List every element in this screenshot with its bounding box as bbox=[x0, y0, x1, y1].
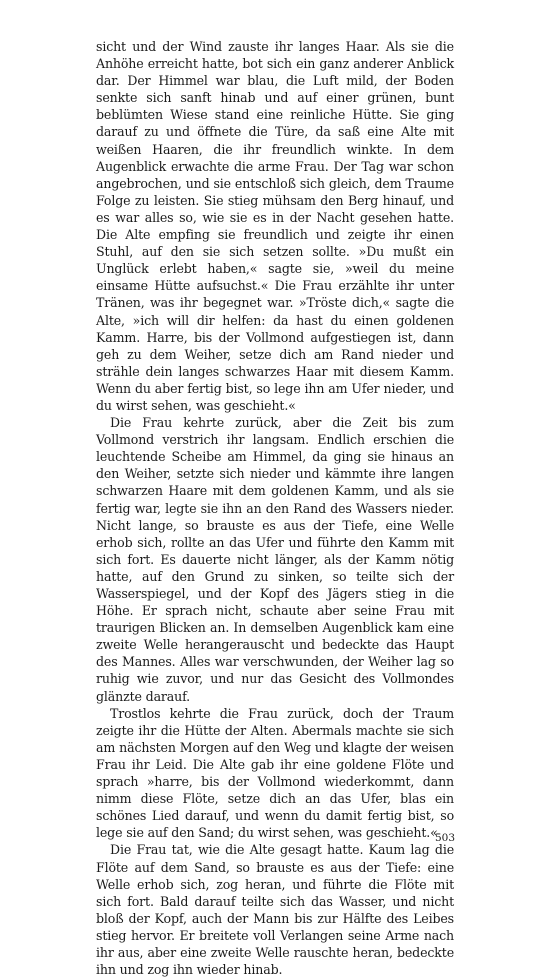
paragraph-1: sicht und der Wind zauste ihr langes Haar. Als sie die Anhöhe erreicht hatte, bot sich ein ganz anderer Anblick dar. Der Himmel war blau, die Luft mild, der Boden senkte sich sanft hinab und auf einer grünen, bunt beblümten Wiese stand eine reinliche Hütte. Sie ging darauf zu und öffnete die Türe, da saß eine Alte mit weißen Haaren, die ihr freundlich winkte. In dem Augenblick erwachte die arme Frau. Der Tag war schon angebrochen, und sie entschloß sich gleich, dem Traume Folge zu leisten. Sie stieg mühsam den Berg hinauf, und es war alles so, wie sie es in der Nacht gesehen hatte. Die Alte empfing sie freundlich und zeigte ihr einen Stuhl, auf den sie sich setzen sollte. »Du mußt ein Unglück erlebt haben,« sagte sie, »weil du meine einsame Hütte aufsuchst.« Die Frau erzählte ihr unter Tränen, was ihr begegnet war. »Tröste dich,« sagte die Alte, »ich will dir helfen: da hast du einen goldenen Kamm. Harre, bis der Vollmond aufgestiegen ist, dann geh zu dem Weiher, setze dich am Rand nieder und strähle dein langes schwarzes Haar mit diesem Kamm. Wenn du aber fertig bist, so lege ihn am Ufer nieder, und du wirst sehen, was geschieht.« bbox=[96, 39, 454, 413]
page-number: 503 bbox=[434, 832, 455, 844]
paragraph-2: Die Frau kehrte zurück, aber die Zeit bis zum Vollmond verstrich ihr langsam. Endlich erschien die leuchtende Scheibe am Himmel, da ging sie hinaus an den Weiher, setzte sich nieder und kämmte ihre langen schwarzen Haare mit dem goldenen Kamm, und als sie fertig war, legte sie ihn an den Rand des Wassers nieder. Nicht lange, so brauste es aus der Tiefe, eine Welle erhob sich, rollte an das Ufer und führte den Kamm mit sich fort. Es dauerte nicht länger, als der Kamm nötig hatte, auf den Grund zu sinken, so teilte sich der Wasserspiegel, und der Kopf des Jägers stieg in die Höhe. Er sprach nicht, schaute aber seine Frau mit traurigen Blicken an. In demselben Augenblick kam eine zweite Welle herangerauscht und bedeckte das Haupt des Mannes. Alles war verschwunden, der Weiher lag so ruhig wie zuvor, und nur das Gesicht des Vollmondes glänzte darauf. bbox=[96, 415, 454, 704]
page-body bbox=[96, 38, 454, 978]
paragraph-3: Trostlos kehrte die Frau zurück, doch der Traum zeigte ihr die Hütte der Alten. Abermals machte sie sich am nächsten Morgen auf den Weg und klagte der weisen Frau ihr Leid. Die Alte gab ihr eine goldene Flöte und sprach »harre, bis der Vollmond wiederkommt, dann nimm diese Flöte, setze dich an das Ufer, blas ein schönes Lied darauf, und wenn du damit fertig bist, so lege sie auf den Sand; du wirst sehen, was geschieht.« bbox=[96, 705, 454, 841]
paragraph-4: Die Frau tat, wie die Alte gesagt hatte. Kaum lag die Flöte auf dem Sand, so brauste es aus der Tiefe: eine Welle erhob sich, zog heran, und führte die Flöte mit sich fort. Bald darauf teilte sich das Wasser, und nicht bloß der Kopf, auch der Mann bis zur Hälfte des Leibes stieg hervor. Er breitete voll Verlangen seine Arme nach ihr aus, aber eine zweite Welle rauschte heran, bedeckte ihn und zog ihn wieder hinab. bbox=[96, 842, 454, 978]
